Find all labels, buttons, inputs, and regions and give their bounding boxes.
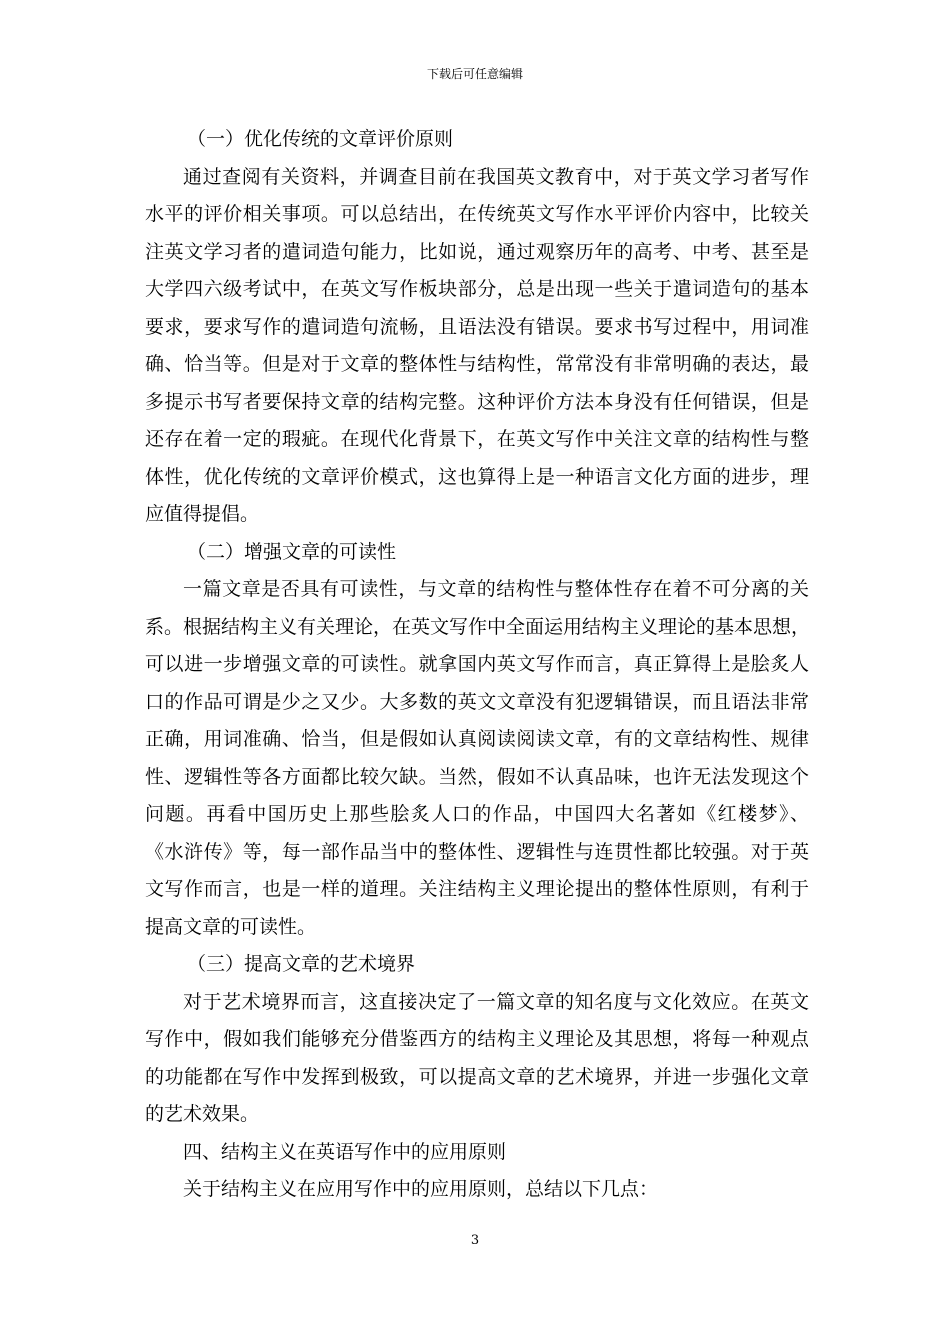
heading-text: （三）提高文章的艺术境界 (187, 953, 416, 975)
paragraph-line: 《水浒传》等，每一部作品当中的整体性、逻辑性与连贯性都比较强。对于英 (145, 840, 809, 863)
paragraph-line: 注英文学习者的遣词造句能力，比如说，通过观察历年的高考、中考、甚至是 (145, 240, 809, 263)
heading-text: （一）优化传统的文章评价原则 (187, 128, 454, 150)
paragraph-line: 性、逻辑性等各方面都比较欠缺。当然，假如不认真品味，也许无法发现这个 (145, 765, 809, 788)
paragraph-line: 应值得提倡。 (145, 503, 260, 525)
paragraph-line: 问题。再看中国历史上那些脍炙人口的作品，中国四大名著如《红楼梦》、 (145, 803, 809, 825)
paragraph-line: 正确，用词准确、恰当，但是假如认真阅读阅读文章，有的文章结构性、规律 (145, 728, 809, 750)
paragraph-line: 确、恰当等。但是对于文章的整体性与结构性，常常没有非常明确的表达，最 (145, 353, 809, 375)
paragraph-line: 水平的评价相关事项。可以总结出，在传统英文写作水平评价内容中，比较关 (145, 203, 809, 225)
paragraph-line: 关于结构主义在应用写作中的应用原则，总结以下几点： (183, 1178, 659, 1200)
heading-text: 四、结构主义在英语写作中的应用原则 (183, 1140, 507, 1163)
paragraph-line: 大学四六级考试中，在英文写作板块部分，总是出现一些关于遣词造句的基本 (145, 278, 809, 300)
page-header: 下载后可任意编辑 (426, 67, 523, 81)
paragraph-line: 系。根据结构主义有关理论，在英文写作中全面运用结构主义理论的基本思想， (145, 615, 811, 638)
section-heading (145, 534, 809, 572)
paragraph (145, 159, 809, 534)
paragraph-line: 对于艺术境界而言，这直接决定了一篇文章的知名度与文化效应。在英文 (183, 990, 809, 1013)
section-heading (145, 1134, 809, 1172)
section-heading (145, 121, 809, 159)
paragraph-line: 体性，优化传统的文章评价模式，这也算得上是一种语言文化方面的进步，理 (145, 465, 809, 488)
paragraph-line: 提高文章的可读性。 (145, 915, 317, 938)
paragraph-line: 的功能都在写作中发挥到极致，可以提高文章的艺术境界，并进一步强化文章 (145, 1065, 809, 1088)
paragraph-line: 要求，要求写作的遣词造句流畅，且语法没有错误。要求书写过程中，用词准 (145, 315, 809, 338)
paragraph-line: 口的作品可谓是少之又少。大多数的英文文章没有犯逻辑错误，而且语法非常 (145, 690, 809, 713)
paragraph (145, 571, 809, 946)
paragraph (145, 984, 809, 1134)
paragraph-line: 写作中，假如我们能够充分借鉴西方的结构主义理论及其思想，将每一种观点 (145, 1028, 809, 1050)
page-number: 3 (470, 1233, 480, 1248)
paragraph (145, 1171, 809, 1209)
document-body (145, 121, 809, 1209)
paragraph-line: 一篇文章是否具有可读性，与文章的结构性与整体性存在着不可分离的关 (183, 578, 809, 600)
section-heading (145, 946, 809, 984)
paragraph-line: 还存在着一定的瑕疵。在现代化背景下，在英文写作中关注文章的结构性与整 (145, 428, 809, 450)
paragraph-line: 多提示书写者要保持文章的结构完整。这种评价方法本身没有任何错误，但是 (145, 390, 809, 413)
paragraph-line: 可以进一步增强文章的可读性。就拿国内英文写作而言，真正算得上是脍炙人 (145, 653, 809, 675)
paragraph-line: 文写作而言，也是一样的道理。关注结构主义理论提出的整体性原则，有利于 (145, 878, 809, 900)
paragraph-line: 通过查阅有关资料，并调查目前在我国英文教育中，对于英文学习者写作 (183, 165, 809, 188)
paragraph-line: 的艺术效果。 (145, 1103, 260, 1125)
heading-text: （二）增强文章的可读性 (187, 540, 397, 563)
